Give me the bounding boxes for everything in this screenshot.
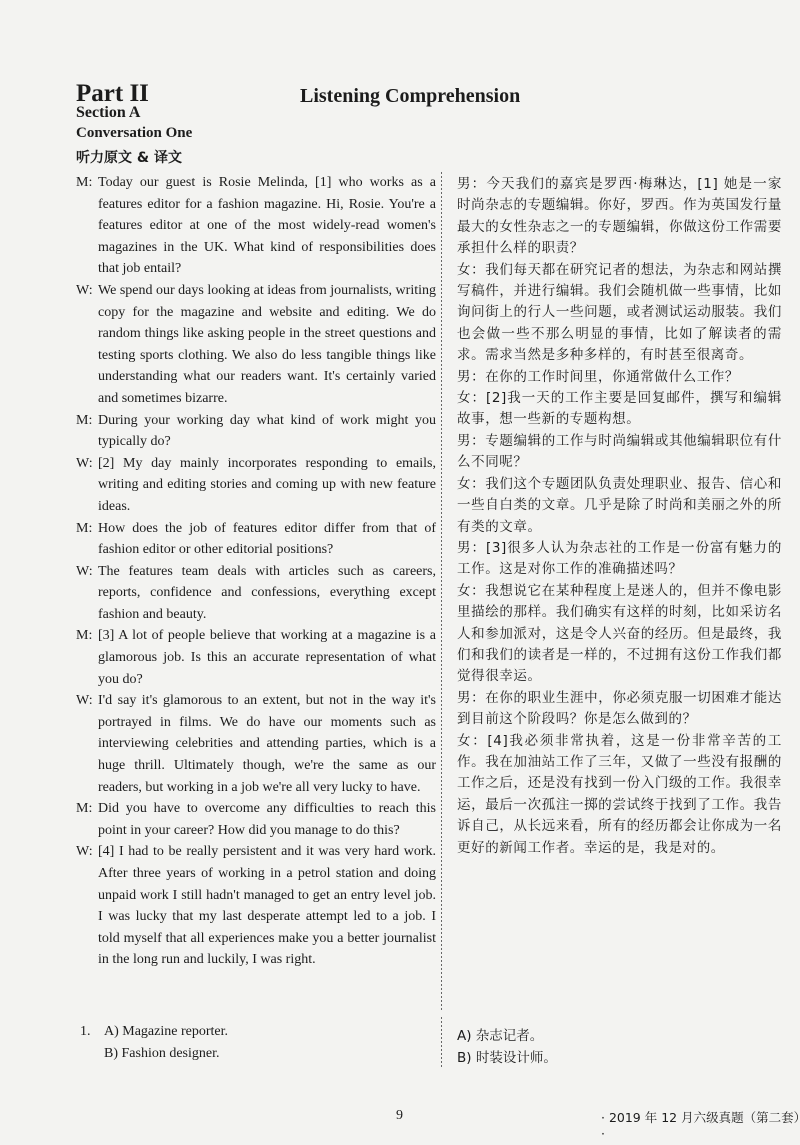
translation-turn: 女：[2]我一天的工作主要是回复邮件，撰写和编辑故事，想一些新的专题构想。 [457, 390, 782, 428]
dialogue-text: We spend our days looking at ideas from journalists, writing copy for the magazine and website and editing. We do random things like asking people in the street questions and testing sports clothing. We also do less tangible things like understanding what our readers want. It's certainly varied and sometimes bizarre. [98, 282, 436, 406]
dialogue-turn [76, 453, 436, 518]
translation-turn: 男：在你的工作时间里，你通常做什么工作？ [457, 368, 739, 385]
translation-turn: 女：我们这个专题团队负责处理职业、报告、信心和一些自白类的文章。几乎是除了时尚和美丽之外的所有类的文章。 [457, 475, 782, 535]
translation-turn: 男：在你的职业生涯中，你必须克服一切困难才能达到目前这个阶段吗？你是怎么做到的？ [457, 689, 782, 728]
translation-turn: 女：我们每天都在研究记者的想法，为杂志和网站撰写稿件，并进行编辑。我们会随机做一些事情，比如询问街上的行人一些问题，或者测试运动服装。我们也会做一些不那么明显的事情，比如了解读者的需求。需求当然是多种多样的，有时甚至很离奇。 [457, 261, 782, 364]
dialogue-text: How does the job of features editor differ from that of fashion editor or other editorial positions? [98, 520, 436, 558]
dialogue-text: Today our guest is Rosie Melinda, [1] who works as a features editor for a fashion magazine. Hi, Rosie. You're a features editor at one of the most widely-read women's magazines in the UK. What kind of responsibilities does that job entail? [98, 175, 436, 277]
translation-turn: 女：[4]我必须非常执着，这是一份非常辛苦的工作。我在加油站工作了三年，又做了一些没有报酬的工作之后，还是没有找到一份入门级的工作。我很幸运，最后一次孤注一掷的尝试终于找到了工作。我告诉自己，从长远来看，所有的经历都会让你成为一名更好的新闻工作者。幸运的是，我是对的。 [457, 732, 782, 856]
translation-turn: 男：[3]很多人认为杂志社的工作是一份富有魅力的工作。这是对你工作的准确描述吗？ [457, 539, 782, 578]
option-b-translation: B) 时装设计师。 [457, 1050, 557, 1066]
speaker-label: M: [76, 175, 93, 190]
dialogue-turn [76, 561, 436, 626]
dialogue-turn [76, 172, 436, 280]
translation-turn: 男：专题编辑的工作与时尚编辑或其他编辑职位有什么不同呢？ [457, 432, 782, 471]
dialogue-text: Did you have to overcome any difficulties to reach this point in your career? How did you manage to do this? [98, 801, 436, 838]
translation-turn: 女：我想说它在某种程度上是迷人的，但并不像电影里描绘的那样。我们确实有这样的时刻，比如采访名人和参加派对，这是令人兴奋的经历。但是最终，我们和我们的读者是一样的，不过拥有这份工作我们都觉得很幸运。 [457, 582, 782, 685]
dialogue-text: During your working day what kind of work might you typically do? [98, 412, 436, 450]
speaker-label: M: [76, 628, 93, 644]
option-b: B) Fashion designer. [104, 1046, 220, 1061]
dialogue-text: [4] I had to be really persistent and it was very hard work. After three years of working in a petrol station and doing unpaid work I still hadn't managed to get an entry level job. I was lucky that my last desperate attempt led to a job. I told myself that all experiences make you a better journalist in the long run and luckily, I was right. [98, 844, 436, 968]
dialogue-text: [2] My day mainly incorporates responding to emails, writing and editing stories and coming up with new feature ideas. [98, 455, 436, 514]
option-a-translation: A) 杂志记者。 [457, 1028, 544, 1044]
chinese-translation [457, 174, 782, 859]
dialogue-text: I'd say it's glamorous to an extent, but not in the way it's portrayed in films. We do have our moments such as interviewing celebrities and attending parties, which is a huge thrill. Ultimately though, we're the same as our readers, but working in a job we're all very lucky to have. [98, 693, 436, 795]
translation-turn: 男：今天我们的嘉宾是罗西·梅琳达，[1] 她是一家时尚杂志的专题编辑。你好，罗西。作为英国发行量最大的女性杂志之一的专题编辑，你做这份工作需要承担什么样的职责？ [457, 176, 782, 257]
column-divider [441, 1017, 442, 1067]
question-number: 1. [80, 1024, 91, 1039]
speaker-label: M: [76, 520, 93, 536]
dialogue-turn [76, 410, 436, 453]
speaker-label: W: [76, 693, 93, 709]
dialogue-turn [76, 690, 436, 798]
speaker-label: W: [76, 282, 93, 298]
conversation-heading: Conversation One [76, 125, 193, 141]
section-heading: Section A [76, 104, 141, 121]
speaker-label: W: [76, 455, 93, 471]
dialogue-turn [76, 798, 436, 841]
speaker-label: W: [76, 844, 93, 860]
speaker-label: M: [76, 412, 93, 428]
dialogue-turn [76, 625, 436, 690]
option-a: A) Magazine reporter. [104, 1024, 228, 1039]
dialogue-text: [3] A lot of people believe that working at a magazine is a glamorous job. Is this an accurate representation of what you do? [98, 628, 436, 687]
speaker-label: W: [76, 563, 93, 579]
footer-source: · 2019 年 12 月六级真题（第二套）· [601, 1110, 800, 1141]
page-number: 9 [396, 1108, 403, 1123]
dialogue-text: The features team deals with articles such as careers, reports, confidence and confessions, everything except fashion and beauty. [98, 563, 436, 622]
dialogue-turn [76, 841, 436, 971]
english-transcript [76, 172, 436, 971]
page-title: Listening Comprehension [300, 85, 521, 107]
column-divider [441, 172, 442, 1012]
dialogue-turn [76, 518, 436, 561]
dialogue-turn [76, 280, 436, 410]
transcript-subheading: 听力原文 & 译文 [76, 150, 182, 166]
part-title: Part II [76, 80, 149, 107]
speaker-label: M: [76, 801, 93, 817]
